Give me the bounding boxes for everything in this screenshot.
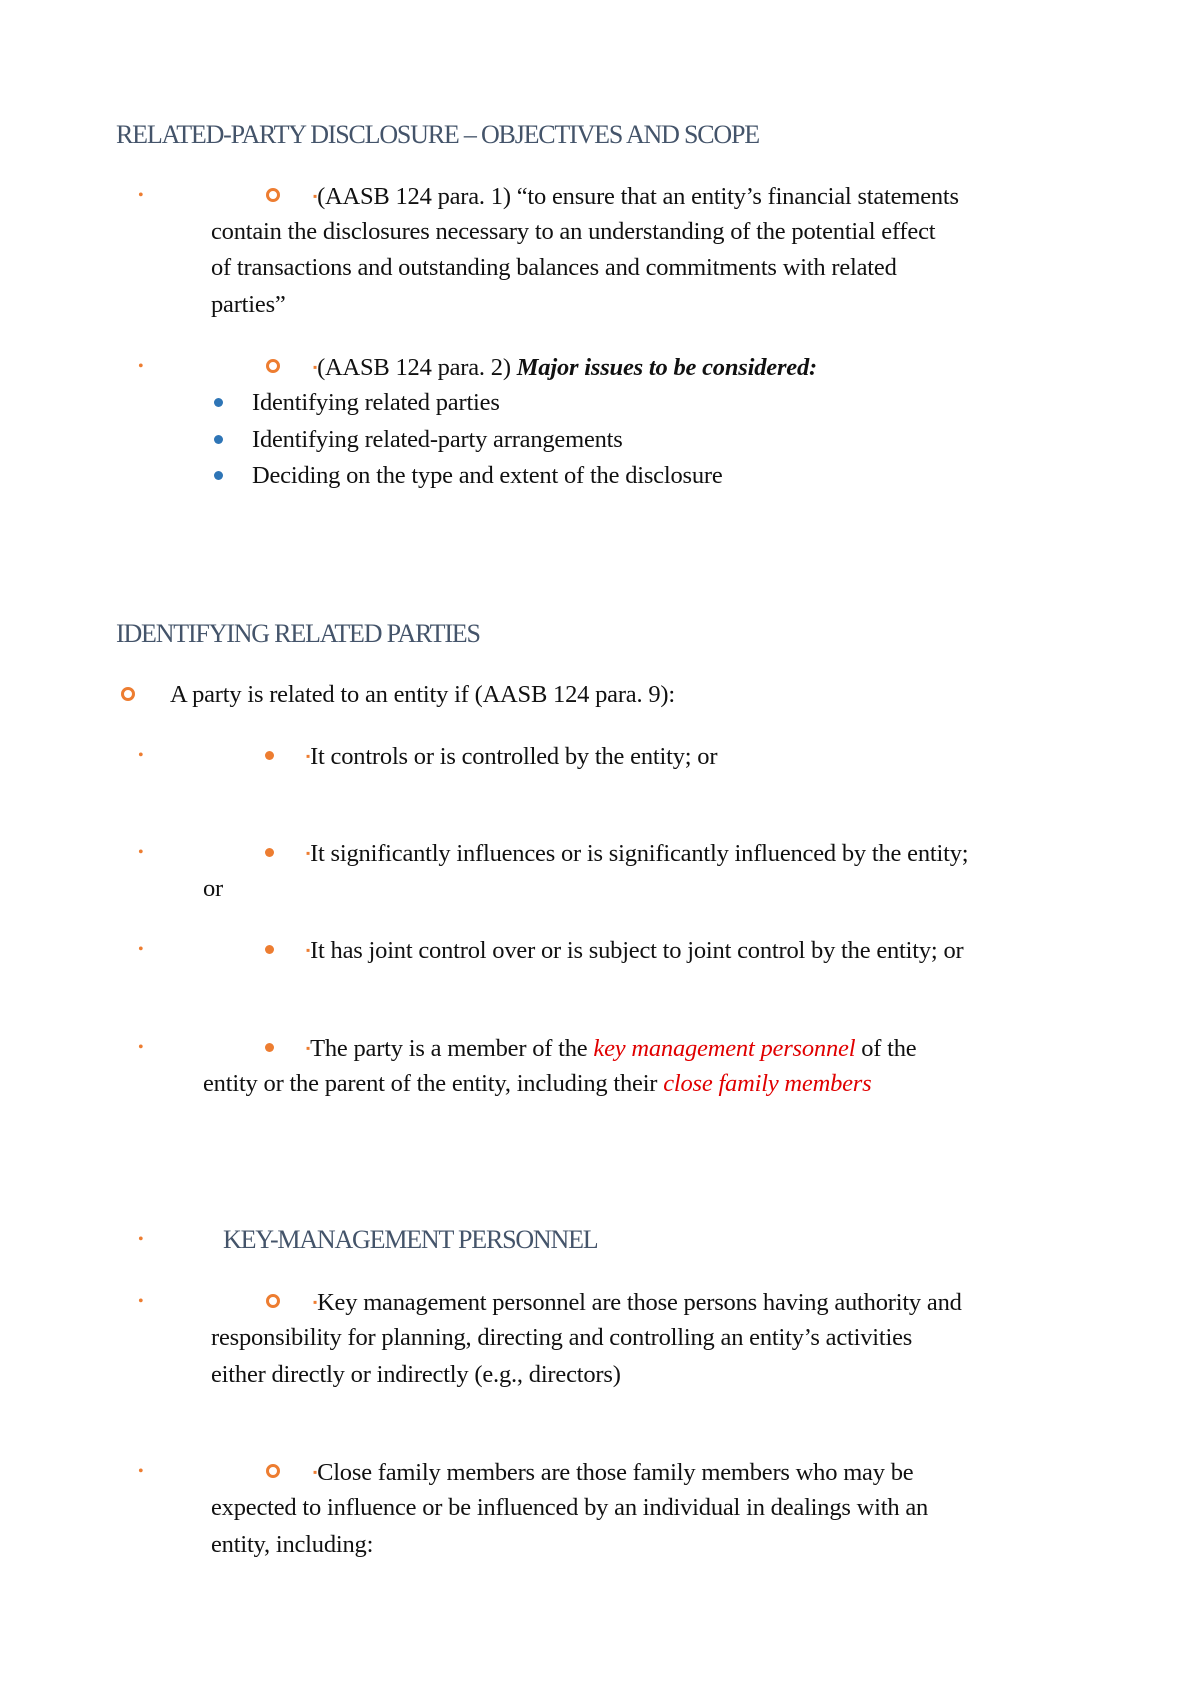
blue-bullet-icon: [214, 435, 223, 444]
highlight-key-management: key management personnel: [593, 1035, 856, 1062]
section-heading-objectives: RELATED-PARTY DISCLOSURE – OBJECTIVES AND SCOPE: [116, 120, 759, 149]
criteria-line: or: [203, 875, 224, 902]
list-item: Identifying related-party arrangements: [252, 426, 623, 453]
paragraph-line: ▪Key management personnel are those persons having authority and: [313, 1289, 962, 1316]
criteria-line: ▪The party is a member of the key management personnel of the: [306, 1035, 917, 1062]
paragraph-line: parties”: [211, 291, 286, 318]
intro-line: A party is related to an entity if (AASB 124 para. 9):: [170, 681, 675, 708]
highlight-close-family: close family members: [663, 1070, 872, 1097]
criteria-line: ▪It has joint control over or is subject to joint control by the entity; or: [306, 937, 964, 964]
paragraph-line: ▪(AASB 124 para. 1) “to ensure that an entity’s financial statements: [313, 183, 959, 210]
orange-bullet-icon: [265, 945, 274, 954]
criteria-line: ▪It significantly influences or is significantly influenced by the entity;: [306, 840, 969, 867]
paragraph-line: ▪(AASB 124 para. 2) Major issues to be considered:: [313, 354, 817, 381]
tick-marker-icon: ▪: [306, 943, 311, 957]
paragraph-line: of transactions and outstanding balances and commitments with related: [211, 254, 897, 281]
blue-bullet-icon: [214, 398, 223, 407]
ring-bullet-icon: [266, 359, 280, 373]
paragraph-line: contain the disclosures necessary to an understanding of the potential effect: [211, 218, 936, 245]
orange-bullet-icon: [265, 848, 274, 857]
orange-bullet-icon: [265, 1043, 274, 1052]
level1-bullet-icon: •: [138, 1293, 144, 1310]
ring-bullet-icon: [266, 188, 280, 202]
ring-bullet-icon: [266, 1464, 280, 1478]
paragraph-line: either directly or indirectly (e.g., directors): [211, 1361, 621, 1388]
ring-bullet-icon: [266, 1294, 280, 1308]
section-heading-key-management: KEY-MANAGEMENT PERSONNEL: [223, 1225, 598, 1254]
level1-bullet-icon: •: [138, 747, 144, 764]
tick-marker-icon: ▪: [306, 1041, 311, 1055]
paragraph-line: ▪Close family members are those family members who may be: [313, 1459, 914, 1486]
level1-bullet-icon: •: [138, 941, 144, 958]
level1-bullet-icon: •: [138, 1039, 144, 1056]
ring-bullet-icon: [121, 687, 135, 701]
list-item: Deciding on the type and extent of the disclosure: [252, 462, 723, 489]
orange-bullet-icon: [265, 751, 274, 760]
tick-marker-icon: ▪: [313, 189, 318, 203]
list-item: Identifying related parties: [252, 389, 500, 416]
section-heading-identifying: IDENTIFYING RELATED PARTIES: [116, 619, 480, 648]
level1-bullet-icon: •: [138, 844, 144, 861]
tick-marker-icon: ▪: [313, 1465, 318, 1479]
tick-marker-icon: ▪: [306, 749, 311, 763]
paragraph-line: entity, including:: [211, 1531, 374, 1558]
criteria-line: ▪It controls or is controlled by the entity; or: [306, 743, 718, 770]
emphasis-text: Major issues to be considered:: [516, 354, 817, 381]
level1-bullet-icon: •: [138, 358, 144, 375]
tick-marker-icon: ▪: [313, 360, 318, 374]
level1-bullet-icon: •: [138, 187, 144, 204]
paragraph-line: expected to influence or be influenced by an individual in dealings with an: [211, 1494, 929, 1521]
tick-marker-icon: ▪: [306, 846, 311, 860]
blue-bullet-icon: [214, 471, 223, 480]
level1-bullet-icon: •: [138, 1231, 144, 1248]
criteria-line: entity or the parent of the entity, including their close family members: [203, 1070, 872, 1097]
tick-marker-icon: ▪: [313, 1295, 318, 1309]
paragraph-line: responsibility for planning, directing and controlling an entity’s activities: [211, 1324, 913, 1351]
level1-bullet-icon: •: [138, 1463, 144, 1480]
